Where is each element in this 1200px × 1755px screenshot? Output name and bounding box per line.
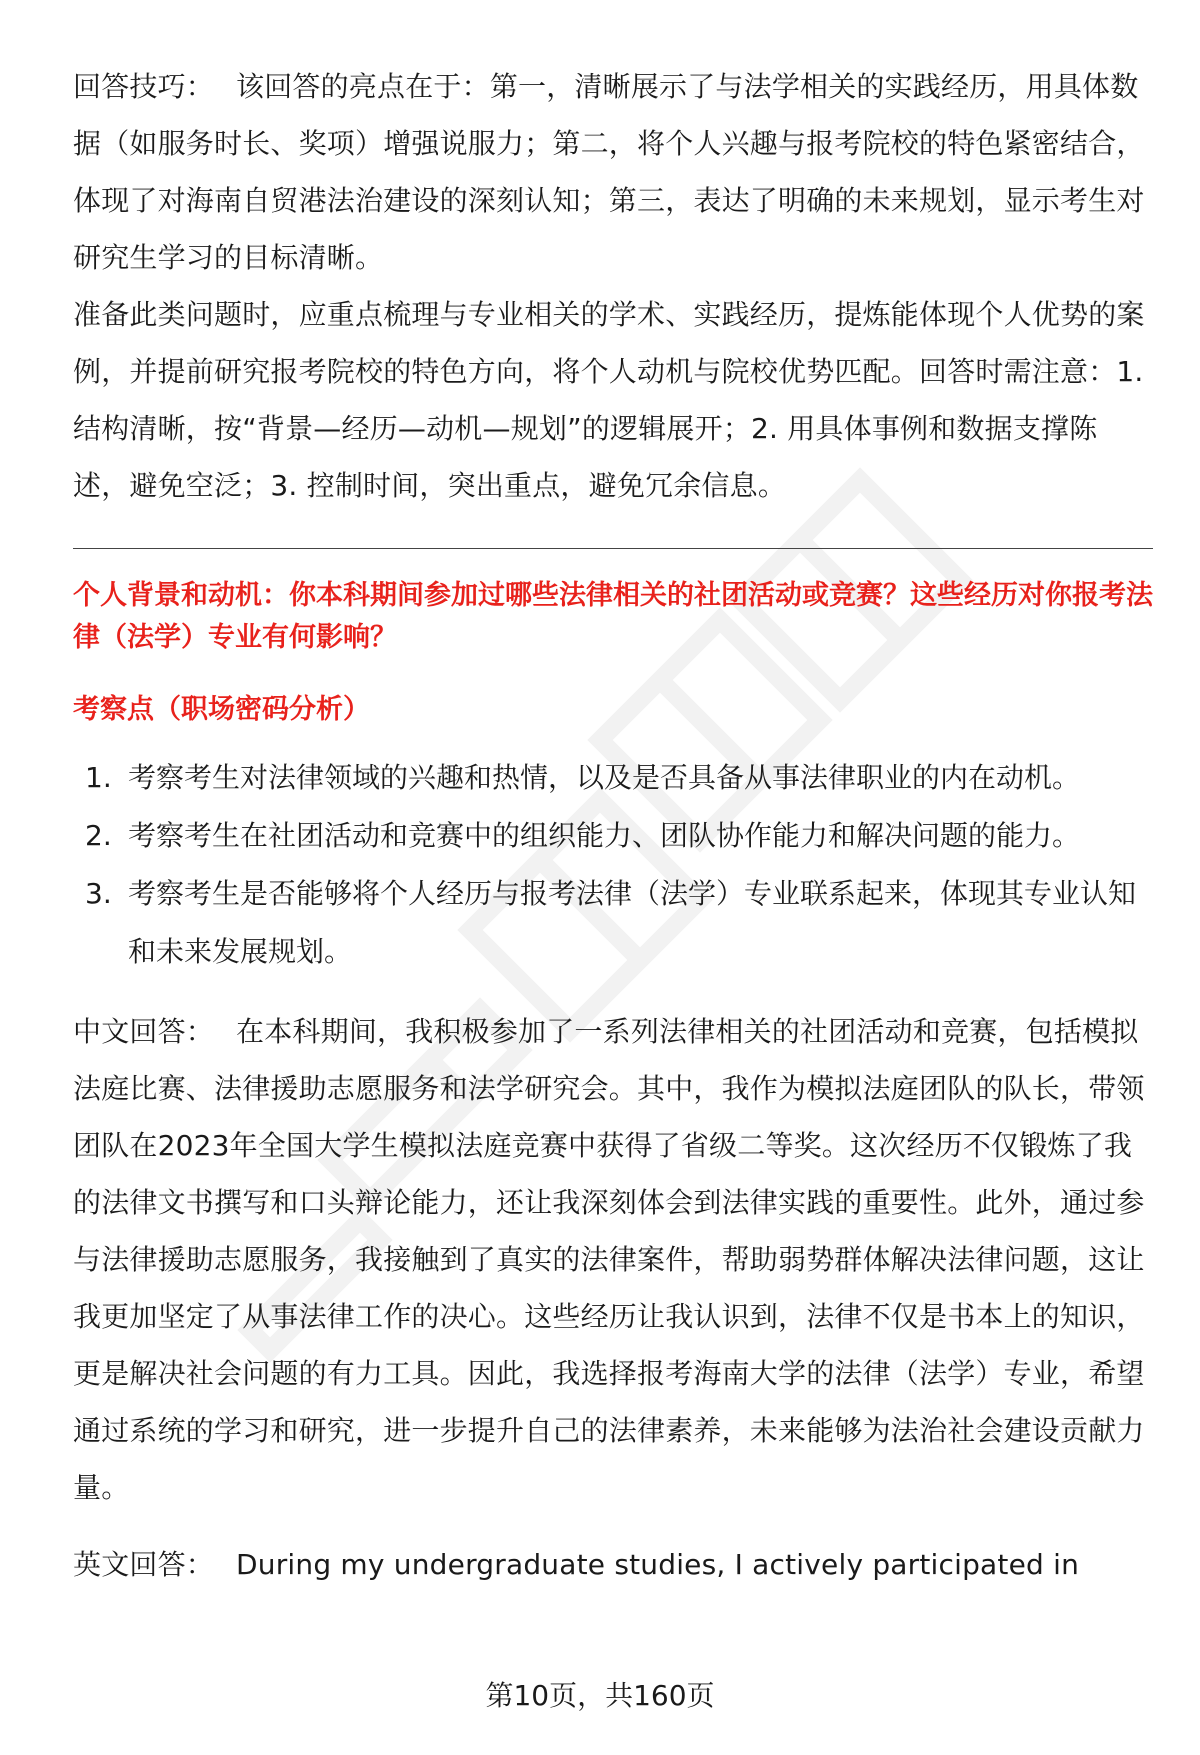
preparation-text: 准备此类问题时，应重点梳理与专业相关的学术、实践经历，提炼能体现个人优势的案例，并提前研究报考院校的特色方向，将个人动机与院校优势匹配。回答时需注意：1. 结构清晰，按“背景—经历—动机—规划”的逻辑展开；2. 用具体事例和数据支撑陈述，避免空泛；3. 控制时间，突出重点，避免冗余信息。 <box>73 298 1145 502</box>
interview-question: 个人背景和动机：你本科期间参加过哪些法律相关的社团活动或竞赛？这些经历对你报考法律（法学）专业有何影响？ <box>73 580 1153 653</box>
answer-tips-paragraph <box>73 58 1153 286</box>
answer-tips-text: 该回答的亮点在于：第一，清晰展示了与法学相关的实践经历，用具体数据（如服务时长、奖项）增强说服力；第二，将个人兴趣与报考院校的特色紧密结合，体现了对海南自贸港法治建设的深刻认知；第三，表达了明确的未来规划，显示考生对研究生学习的目标清晰。 <box>73 70 1145 274</box>
document-body <box>73 58 1153 1593</box>
focus-item-number: 1. <box>85 761 112 794</box>
section-divider <box>73 548 1153 549</box>
preparation-paragraph <box>73 286 1153 514</box>
focus-item <box>73 865 1153 981</box>
chinese-answer-paragraph <box>73 1003 1153 1516</box>
chinese-answer-label: 中文回答： <box>73 1015 215 1048</box>
focus-heading: 考察点（职场密码分析） <box>73 694 370 725</box>
page-number-footer: 第10页，共160页 <box>485 1679 715 1712</box>
focus-item-text: 考察考生对法律领域的兴趣和热情，以及是否具备从事法律职业的内在动机。 <box>128 761 1081 794</box>
focus-item-text: 考察考生是否能够将个人经历与报考法律（法学）专业联系起来，体现其专业认知和未来发展规划。 <box>128 877 1137 968</box>
focus-item <box>73 749 1153 807</box>
focus-item-number: 2. <box>85 819 112 852</box>
focus-item <box>73 807 1153 865</box>
english-answer-text: During my undergraduate studies, I actively participated in <box>236 1548 1080 1581</box>
focus-item-text: 考察考生在社团活动和竞赛中的组织能力、团队协作能力和解决问题的能力。 <box>128 819 1081 852</box>
focus-list <box>73 749 1153 981</box>
answer-tips-label: 回答技巧： <box>73 70 215 103</box>
english-answer-label: 英文回答： <box>73 1548 215 1581</box>
focus-item-number: 3. <box>85 877 112 910</box>
english-answer-paragraph <box>73 1536 1153 1593</box>
chinese-answer-text: 在本科期间，我积极参加了一系列法律相关的社团活动和竞赛，包括模拟法庭比赛、法律援助志愿服务和法学研究会。其中，我作为模拟法庭团队的队长，带领团队在2023年全国大学生模拟法庭竞赛中获得了省级二等奖。这次经历不仅锻炼了我的法律文书撰写和口头辩论能力，还让我深刻体会到法律实践的重要性。此外，通过参与法律援助志愿服务，我接触到了真实的法律案件，帮助弱势群体解决法律问题，这让我更加坚定了从事法律工作的决心。这些经历让我认识到，法律不仅是书本上的知识，更是解决社会问题的有力工具。因此，我选择报考海南大学的法律（法学）专业，希望通过系统的学习和研究，进一步提升自己的法律素养，未来能够为法治社会建设贡献力量。 <box>73 1015 1145 1504</box>
